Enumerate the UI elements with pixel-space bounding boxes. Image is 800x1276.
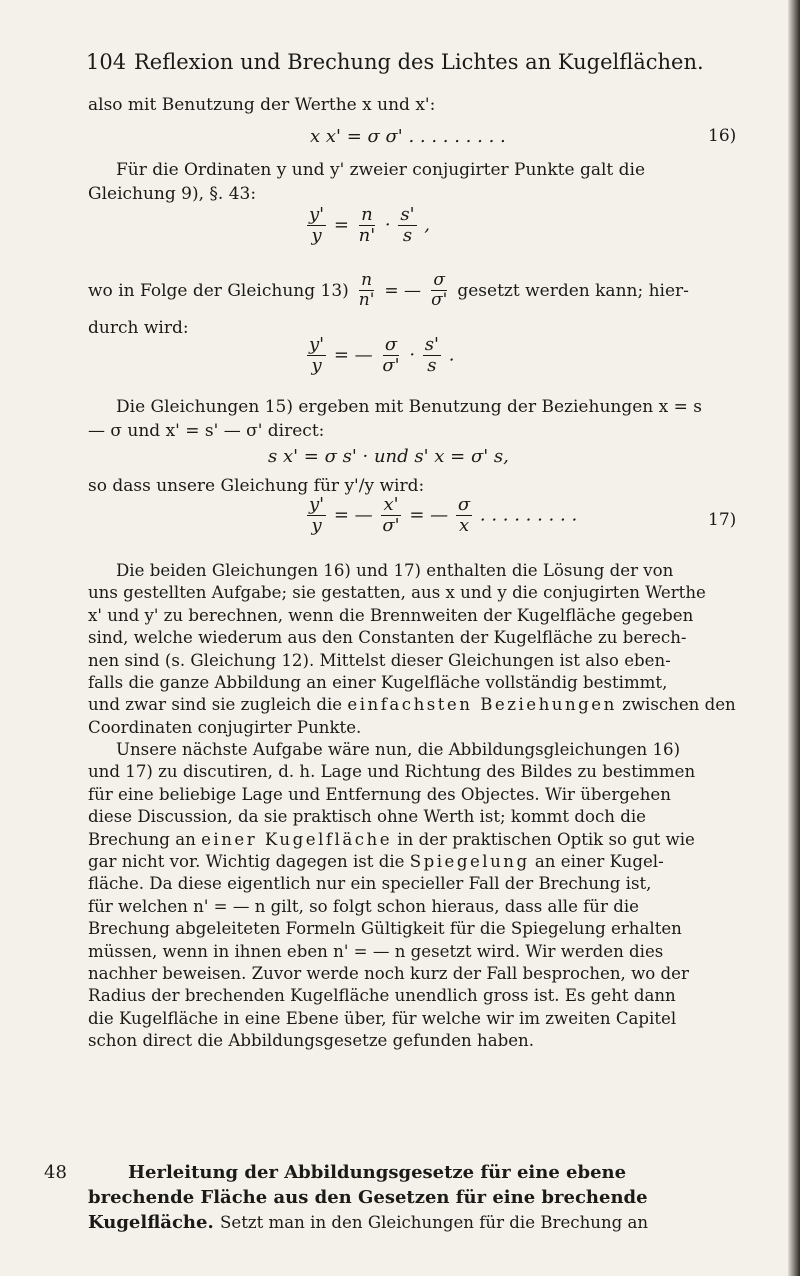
text-line-with-equation-13: wo in Folge der Gleichung 13) $\frac{n}{n'}$ = — $\frac{\sigma}{\sigma'}$ gesetzt werden kann; hier- <box>88 270 689 310</box>
equation-17-number: 17) <box>708 510 737 530</box>
paragraph-solution: Die beiden Gleichungen 16) und 17) enthalten die Lösung der von uns gestellten Aufgabe; sie gestatten, aus x und y die conjugirten Werthe x' und y' zu berechnen, wenn die Brennweiten der Kugelfläche gegeben sind, welche wiederum aus den Constanten der Kugelfläche zu berech- nen sind (s. Gleichung 12). Mittelst dieser Gleichungen ist also eben- falls die ganze Abbildung an einer Kugelfläche vollständig bestimmt, und zwar sind sie zugleich die einfachsten Beziehungen zwischen den Coordinaten conjugirter Punkte. <box>88 561 736 737</box>
running-header <box>86 50 726 74</box>
section-heading: Herleitung der Abbildungsgesetze für eine ebene brechende Fläche aus den Gesetzen für eine brechende Kugelfläche. Setzt man in den Gleichungen für die Brechung an <box>88 1162 649 1233</box>
equation-y-ratio-sigma: $\frac{y'}{y}$ = — $\frac{\sigma}{\sigma'}$ · $\frac{s'}{s}$ . <box>309 334 455 376</box>
equation-16: x x' = σ σ' . . . . . . . . . <box>310 126 506 147</box>
page-number: 104 <box>86 50 127 74</box>
equation-direct: s x' = σ s' · und s' x = σ' s, <box>268 446 509 467</box>
text-line: so dass unsere Gleichung für y'/y wird: <box>88 476 425 496</box>
equation-16-number: 16) <box>708 126 737 146</box>
text-line: Die Gleichungen 15) ergeben mit Benutzung der Beziehungen x = s <box>116 397 703 417</box>
section-number: 48 <box>44 1162 67 1183</box>
intro-line: also mit Benutzung der Werthe x und x': <box>88 95 436 115</box>
text-line: — σ und x' = s' — σ' direct: <box>88 421 325 441</box>
page-edge-shadow <box>788 0 800 1276</box>
text-line: durch wird: <box>88 318 189 338</box>
equation-y-ratio-n: $\frac{y'}{y}$ = $\frac{n}{n'}$ · $\frac{s'}{s}$ , <box>309 204 431 246</box>
paragraph-discussion: Unsere nächste Aufgabe wäre nun, die Abbildungsgleichungen 16) und 17) zu discutiren, d. h. Lage und Richtung des Bildes zu bestimmen für eine beliebige Lage und Entfernung des Objectes. Wir übergehen diese Discussion, da sie praktisch ohne Werth ist; kommt doch die Brechung an einer Kugelfläche in der praktischen Optik so gut wie gar nicht vor. Wichtig dagegen ist die Spiegelung an einer Kugel- fläche. Da diese eigentlich nur ein specieller Fall der Brechung ist, für welchen n' = — n gilt, so folgt schon hieraus, dass alle für die Brechung abgeleiteten Formeln Gültigkeit für die Spiegelung erhalten müssen, wenn in ihnen eben n' = — n gesetzt wird. Wir werden dies nachher beweisen. Zuvor werde noch kurz der Fall besprochen, wo der Radius der brechenden Kugelfläche unendlich gross ist. Es geht dann die Kugelfläche in eine Ebene über, für welche wir im zweiten Capitel schon direct die Abbildungsgesetze gefunden haben. <box>88 740 696 1051</box>
equation-17: $\frac{y'}{y}$ = — $\frac{x'}{\sigma'}$ = — $\frac{\sigma}{x}$ . . . . . . . . . <box>309 494 578 536</box>
text-line: Gleichung 9), §. 43: <box>88 184 257 204</box>
running-title: Reflexion und Brechung des Lichtes an Kugelflächen. <box>134 50 704 74</box>
text-line: Für die Ordinaten y und y' zweier conjugirter Punkte galt die <box>116 160 646 180</box>
